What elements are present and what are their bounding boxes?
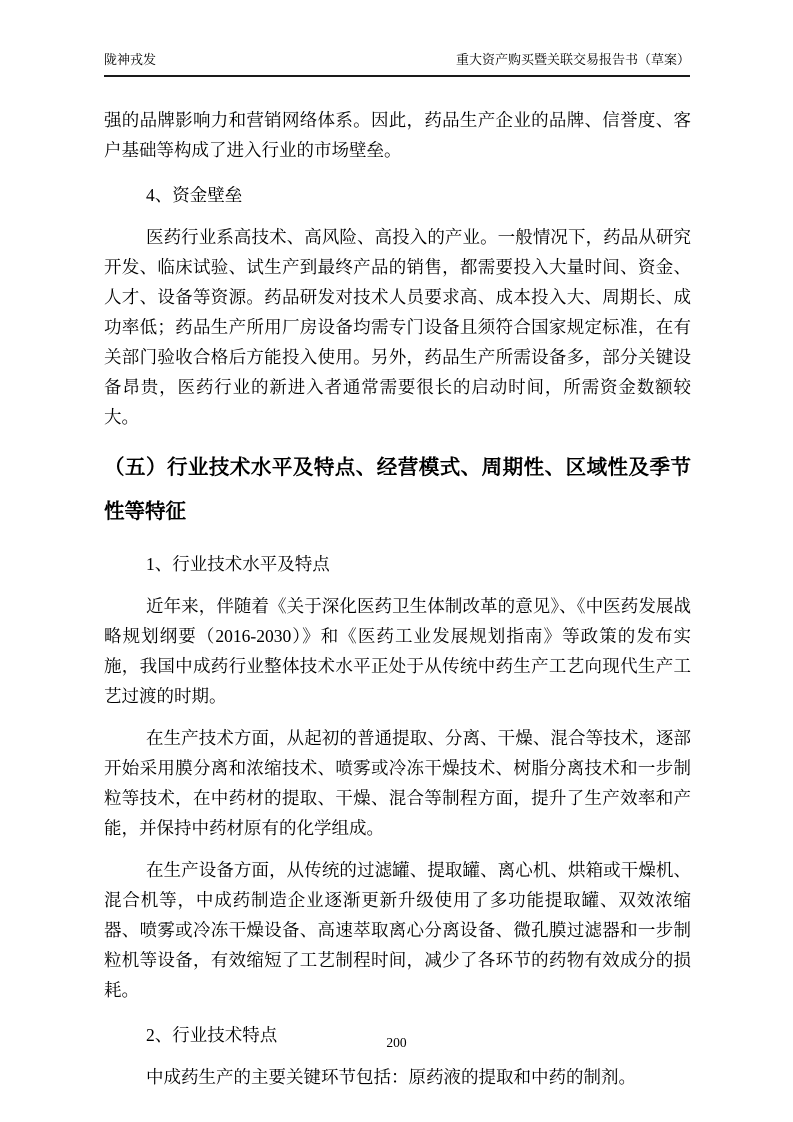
paragraph-policy-background: 近年来，伴随着《关于深化医药卫生体制改革的意见》、《中医药发展战略规划纲要（2016-2030）》和《医药工业发展规划指南》等政策的发布实施，我国中成药行业整体技术水平正处于从传统中药生产工艺向现代生产工艺过渡的时期。 [104,596,691,706]
paragraph-capital-barrier-body: 医药行业系高技术、高风险、高投入的产业。一般情况下，药品从研究开发、临床试验、试生产到最终产品的销售，都需要投入大量时间、资金、人才、设备等资源。药品研发对技术人员要求高、成本投入大、周期长、成功率低；药品生产所用厂房设备均需专门设备且须符合国家规定标准，在有关部门验收合格后方能投入使用。另外，药品生产所需设备多，部分关键设备昂贵，医药行业的新进入者通常需要很长的启动时间，所需资金数额较大。 [104,227,691,427]
page-header [104,50,690,77]
page-footer [0,1034,793,1052]
section-heading-industry-technology: （五）行业技术水平及特点、经营模式、周期性、区域性及季节性等特征 [104,456,691,523]
header-company-short-name: 陇神戎发 [104,52,157,67]
page-number: 200 [386,1035,407,1050]
paragraph-key-production-steps: 中成药生产的主要关键环节包括：原药液的提取和中药的制剂。 [146,1067,636,1087]
paragraph-production-technology: 在生产技术方面，从起初的普通提取、分离、干燥、混合等技术，逐部开始采用膜分离和浓缩技术、喷雾或冷冻干燥技术、树脂分离技术和一步制粒等技术，在中药材的提取、干燥、混合等制程方面，提升了生产效率和产能，并保持中药材原有的化学组成。 [104,728,691,838]
document-body [104,96,691,1092]
subheading-industry-tech-characteristics: 2、行业技术特点 [146,1025,278,1045]
paragraph-market-barrier-continuation: 强的品牌影响力和营销网络体系。因此，药品生产企业的品牌、信誉度、客户基础等构成了进入行业的市场壁垒。 [104,110,691,160]
paragraph-production-equipment: 在生产设备方面，从传统的过滤罐、提取罐、离心机、烘箱或干燥机、混合机等，中成药制造企业逐渐更新升级使用了多功能提取罐、双效浓缩器、喷雾或冷冻干燥设备、高速萃取离心分离设备、微孔膜过滤器和一步制粒机等设备，有效缩短了工艺制程时间，减少了各环节的药物有效成分的损耗。 [104,860,691,1000]
header-report-title: 重大资产购买暨关联交易报告书（草案） [455,52,690,67]
subheading-capital-barrier: 4、资金壁垒 [146,185,243,205]
subheading-industry-tech-level: 1、行业技术水平及特点 [146,554,330,574]
